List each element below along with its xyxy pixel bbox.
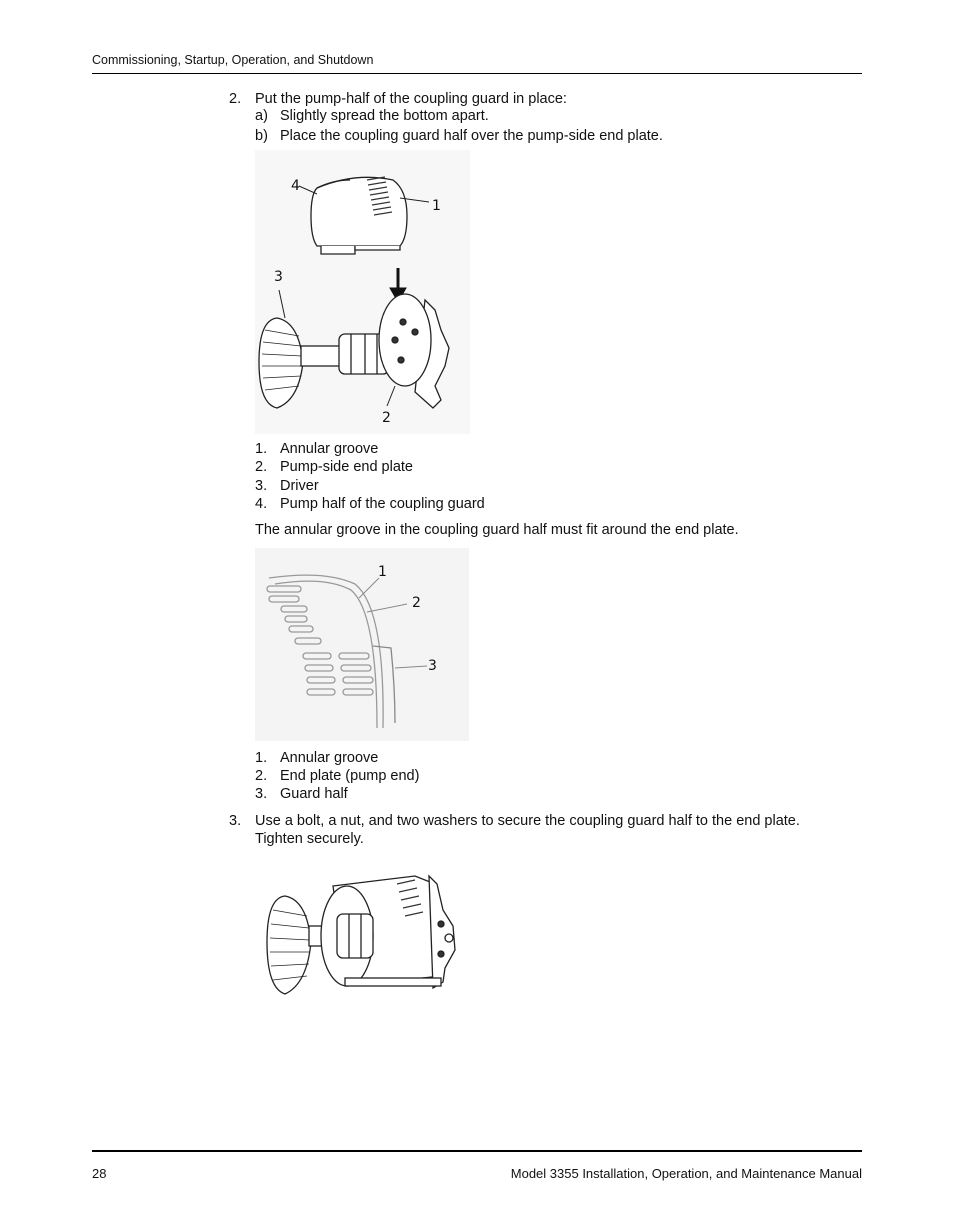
substep-a-text: Slightly spread the bottom apart.	[280, 108, 489, 124]
legend1-marker-3: 3.	[255, 478, 268, 494]
legend2-marker-3: 3.	[255, 786, 268, 802]
legend1-text-3: Driver	[280, 478, 319, 494]
substep-b-marker: b)	[255, 128, 268, 144]
secured-coupling-guard-figure	[265, 870, 470, 1000]
running-header: Commissioning, Startup, Operation, and Shutdown	[92, 53, 374, 67]
page-number: 28	[92, 1166, 107, 1181]
callout-4: 4	[291, 178, 300, 194]
legend1-marker-2: 2.	[255, 459, 268, 475]
callout-2: 2	[382, 410, 391, 426]
step-2-text: Put the pump-half of the coupling guard in place:	[255, 91, 567, 107]
legend1-marker-4: 4.	[255, 496, 268, 512]
callout-3: 3	[274, 269, 283, 285]
legend2-text-2: End plate (pump end)	[280, 768, 420, 784]
legend1-text-2: Pump-side end plate	[280, 459, 413, 475]
legend2-marker-2: 2.	[255, 768, 268, 784]
step-3-line-1: Use a bolt, a nut, and two washers to secure the coupling guard half to the end plate.	[255, 813, 800, 829]
detail-callout-1: 1	[378, 564, 387, 580]
manual-title: Model 3355 Installation, Operation, and Maintenance Manual	[510, 1166, 862, 1181]
substep-b-text: Place the coupling guard half over the pump-side end plate.	[280, 128, 663, 144]
header-rule	[92, 73, 862, 74]
callout-1: 1	[432, 198, 441, 214]
annular-groove-note: The annular groove in the coupling guard half must fit around the end plate.	[255, 522, 739, 538]
legend1-marker-1: 1.	[255, 441, 268, 457]
guard-half-drawing	[311, 177, 407, 254]
step-2-number: 2.	[229, 91, 242, 107]
coupling-guard-installation-figure	[255, 150, 470, 434]
legend1-text-1: Annular groove	[280, 441, 379, 457]
footer-rule	[92, 1150, 862, 1152]
detail-callout-2: 2	[412, 595, 421, 611]
legend2-marker-1: 1.	[255, 750, 268, 766]
legend2-text-1: Annular groove	[280, 750, 379, 766]
step-3-number: 3.	[229, 813, 242, 829]
substep-a-marker: a)	[255, 108, 268, 124]
detail-callout-3: 3	[428, 658, 437, 674]
step-3-line-2: Tighten securely.	[255, 831, 364, 847]
legend1-text-4: Pump half of the coupling guard	[280, 496, 485, 512]
legend2-text-3: Guard half	[280, 786, 348, 802]
annular-groove-detail-figure	[255, 548, 469, 741]
